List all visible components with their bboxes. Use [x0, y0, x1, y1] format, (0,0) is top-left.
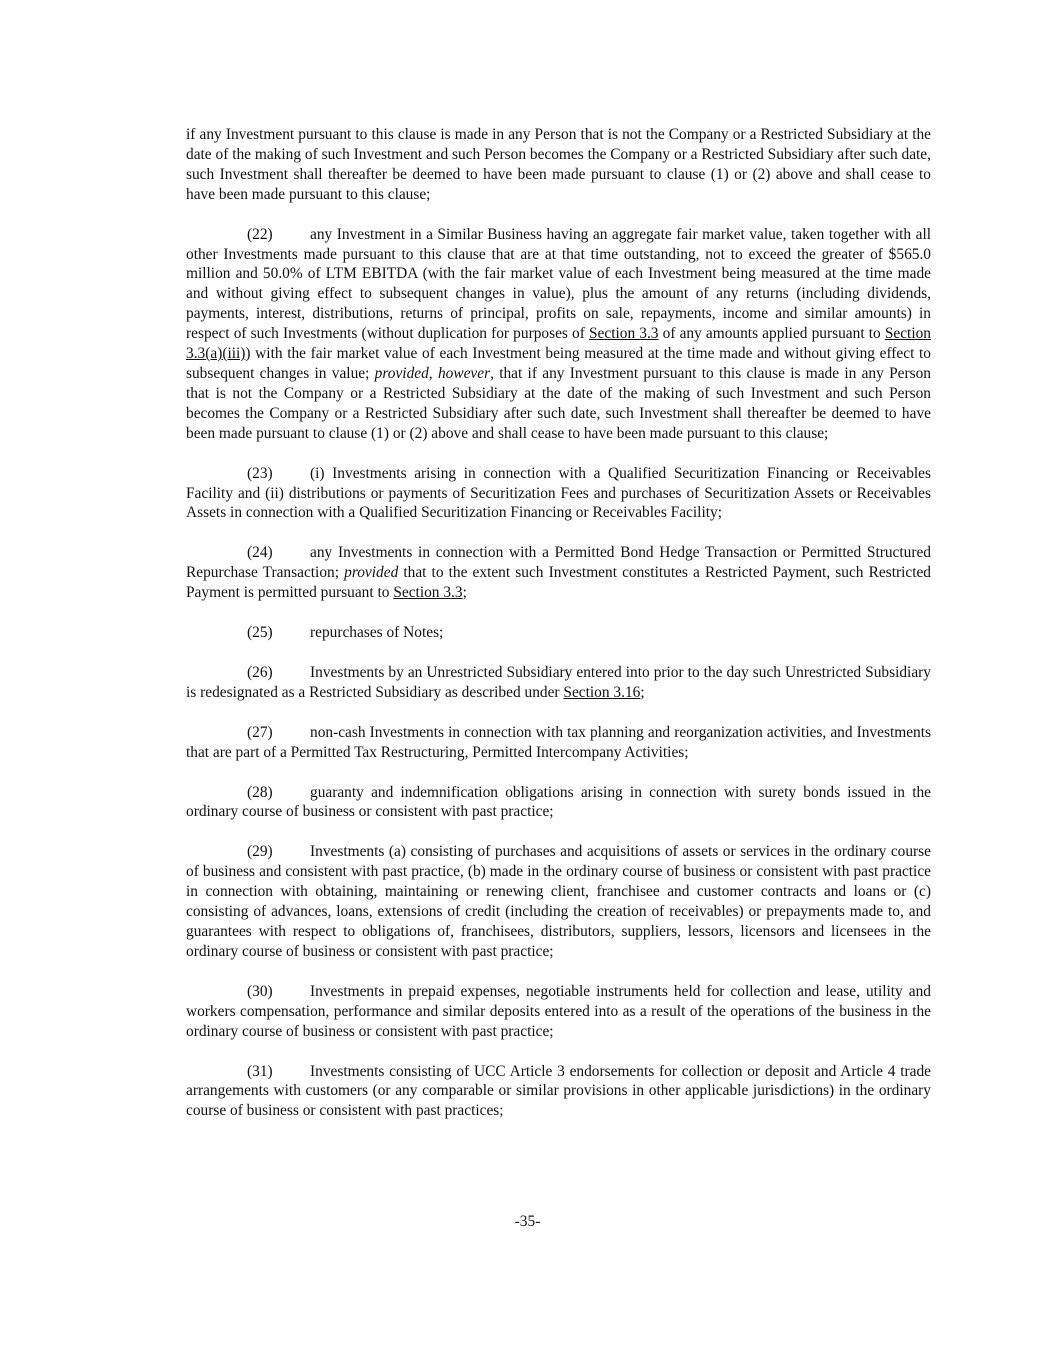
clause-31 — [186, 1062, 931, 1122]
clause-number: (29) — [247, 843, 273, 861]
italic-term: provided — [344, 564, 399, 582]
clause-25 — [186, 623, 931, 643]
clause-number: (22) — [247, 225, 273, 243]
clause-number: (28) — [247, 783, 273, 801]
clause-number: (30) — [247, 982, 273, 1000]
clause-text: ; — [462, 584, 467, 602]
clause-number: (26) — [247, 663, 273, 681]
clause-23 — [186, 464, 931, 524]
clause-text: , that if any Investment pursuant to this clause is made in any Person that is not the Company or a Restricted Subsidiary at the date of the making of such Investment and such Person becomes the Company or a Restricted Subsidiary after such date, such Investment shall thereafter be deemed to have been made pursuant to clause (1) or (2) above and shall cease to have been made pursuant to this clause; — [186, 364, 931, 442]
clause-22 — [186, 225, 931, 444]
clause-26 — [186, 663, 931, 703]
page-number: -35- — [514, 1213, 541, 1230]
clause-text: non-cash Investments in connection with tax planning and reorganization activities, and Investments that are part of a Permitted Tax Restructuring, Permitted Intercompany Activities; — [186, 723, 931, 761]
clause-text: repurchases of Notes; — [310, 624, 444, 642]
clause-text: Investments consisting of UCC Article 3 endorsements for collection or deposit and Article 4 trade arrangements with customers (or any comparable or similar provisions in other applicable jurisdictions) in the ordinary course of business or consistent with past practices; — [186, 1062, 931, 1120]
clause-text: ; — [640, 683, 645, 701]
clause-text: (i) Investments arising in connection with a Qualified Securitization Financing or Receivables Facility and (ii) distributions or payments of Securitization Fees and purchases of Securitization Assets or Receivables Assets in connection with a Qualified Securitization Financing or Receivables Facility; — [186, 464, 931, 522]
document-body — [186, 125, 931, 1141]
clause-number: (25) — [247, 624, 273, 642]
clause-text: that to the extent such Investment constitutes a Restricted Payment, such Restricted Payment is permitted pursuant to — [186, 564, 931, 602]
section-reference: Section 3.3 — [393, 584, 463, 602]
section-reference: Section 3.3(a)(iii) — [186, 325, 931, 363]
clause-29 — [186, 842, 931, 961]
clause-30 — [186, 982, 931, 1042]
section-reference: Section 3.16 — [563, 683, 641, 701]
clause-28 — [186, 783, 931, 823]
clause-text: Investments by an Unrestricted Subsidiary entered into prior to the day such Unrestricted Subsidiary is redesignated as a Restricted Subsidiary as described under — [186, 663, 931, 701]
clause-21-continuation — [186, 125, 931, 205]
clause-number: (24) — [247, 544, 273, 562]
clause-number: (23) — [247, 464, 273, 482]
italic-term: however — [437, 364, 491, 382]
clause-24 — [186, 543, 931, 603]
clause-text: Investments (a) consisting of purchases and acquisitions of assets or services in the ordinary course of business and consistent with past practice, (b) made in the ordinary course of business or consistent with past practice in connection with obtaining, maintaining or renewing client, franchisee and customer contracts and loans or (c) consisting of advances, loans, extensions of credit (including the creation of receivables) or prepayments made to, and guarantees with respect to obligations of, franchisees, distributors, suppliers, lessors, licensors and licensees in the ordinary course of business or consistent with past practice; — [186, 843, 931, 960]
clause-text: guaranty and indemnification obligations arising in connection with surety bonds issued in the ordinary course of business or consistent with past practice; — [186, 783, 931, 821]
clause-text: if any Investment pursuant to this clause is made in any Person that is not the Company or a Restricted Subsidiary at the date of the making of such Investment and such Person becomes the Company or a Restricted Subsidiary after such date, such Investment shall thereafter be deemed to have been made pursuant to clause (1) or (2) above and shall cease to have been made pursuant to this clause; — [186, 126, 931, 203]
clause-27 — [186, 723, 931, 763]
clause-text: ) with the fair market value of each Investment being measured at the time made and without giving effect to subsequent changes in value; — [186, 345, 931, 382]
clause-text: , — [428, 364, 438, 382]
clause-number: (31) — [247, 1062, 273, 1080]
clause-number: (27) — [247, 723, 273, 741]
clause-text: any Investment in a Similar Business having an aggregate fair market value, taken together with all other Investments made pursuant to this clause that are at that time outstanding, not to exceed the greater of $565.0 million and 50.0% of LTM EBITDA (with the fair market value of each Investment being measured at the time made and without giving effect to subsequent changes in value), plus the amount of any returns (including dividends, payments, interest, distributions, returns of principal, profits on sale, repayments, income and similar amounts) in respect of such Investments (without duplication for purposes of — [186, 225, 931, 343]
italic-term: provided — [374, 364, 429, 382]
clause-text: any Investments in connection with a Permitted Bond Hedge Transaction or Permitted Structured Repurchase Transaction; — [186, 544, 931, 582]
clause-text: Investments in prepaid expenses, negotiable instruments held for collection and lease, utility and workers compensation, performance and similar deposits entered into as a result of the operations of the business in the ordinary course of business or consistent with past practice; — [186, 982, 931, 1040]
section-reference: Section 3.3 — [588, 325, 659, 343]
clause-text: of any amounts applied pursuant to — [658, 325, 885, 343]
